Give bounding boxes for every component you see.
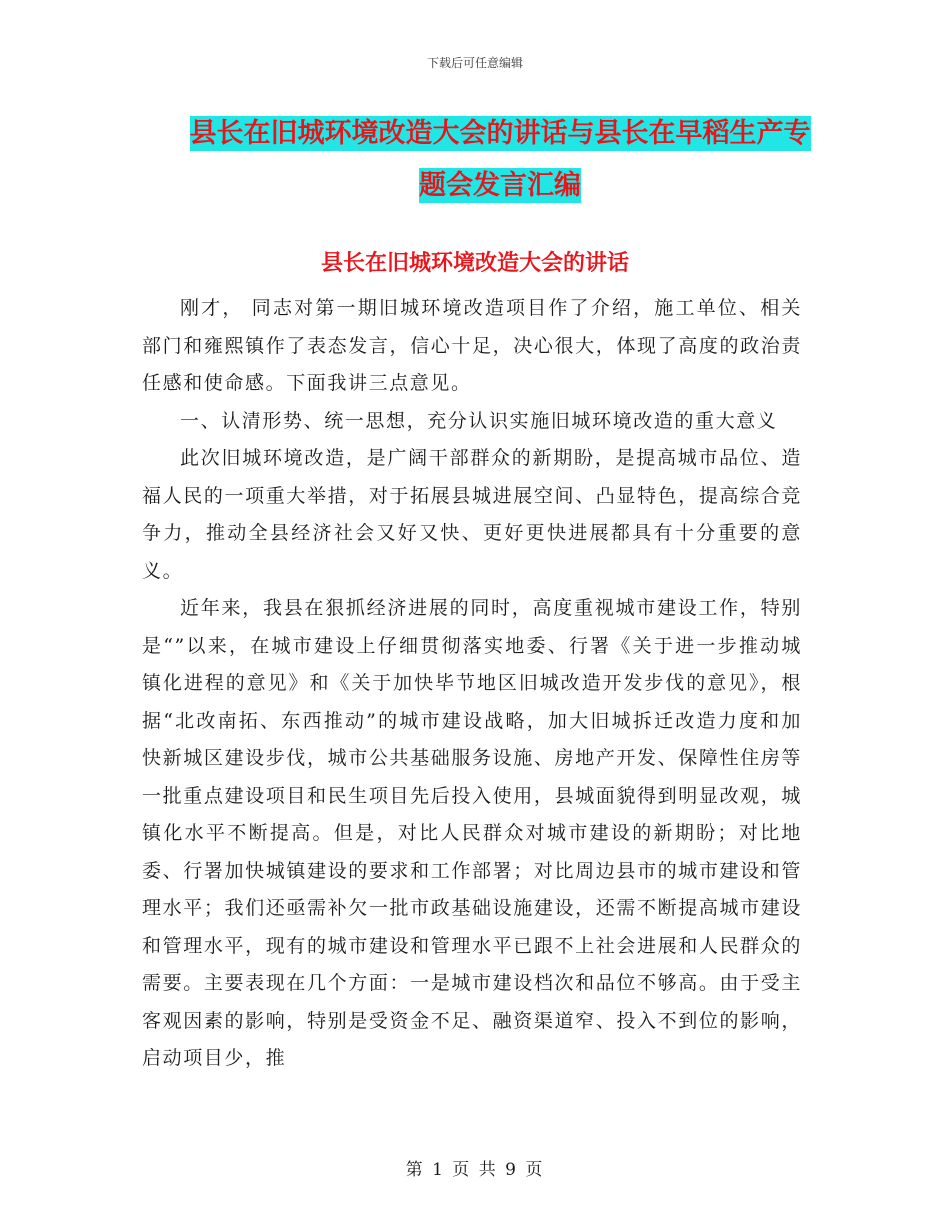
body-text (142, 290, 802, 1078)
paragraph: 此次旧城环境改造，是广阔干部群众的新期盼，是提高城市品位、造福人民的一项重大举措，对于拓展县城进展空间、凸显特色，提高综合竞争力，推动全县经济社会又好又快、更好更快进展都具有十分重要的意义。 (142, 447, 802, 582)
document-title-line-1: 县长在旧城环境改造大会的讲话与县长在早稻生产专 (189, 118, 811, 149)
header-note: 下载后可任意编辑 (426, 56, 523, 70)
paragraph: 刚才， 同志对第一期旧城环境改造项目作了介绍，施工单位、相关部门和雍熙镇作了表态发言，信心十足，决心很大，体现了高度的政治责任感和使命感。下面我讲三点意见。 (142, 297, 802, 394)
document-title (150, 108, 850, 212)
document-title-line-2: 题会发言汇编 (419, 170, 581, 201)
section-title: 县长在旧城环境改造大会的讲话 (320, 251, 629, 276)
page-number-footer: 第 1 页 共 9 页 (405, 1160, 545, 1180)
paragraph: 一、认清形势、统一思想，充分认识实施旧城环境改造的重大意义 (180, 409, 778, 432)
paragraph: 近年来，我县在狠抓经济进展的同时，高度重视城市建设工作，特别是“”以来，在城市建设上仔细贯彻落实地委、行署《关于进一步推动城镇化进程的意见》和《关于加快毕节地区旧城改造开发步伐的意见》，根据“北改南拓、东西推动”的城市建设战略，加大旧城拆迁改造力度和加快新城区建设步伐，城市公共基础服务设施、房地产开发、保障性住房等一批重点建设项目和民生项目先后投入使用，县城面貌得到明显改观，城镇化水平不断提高。但是，对比人民群众对城市建设的新期盼；对比地委、行署加快城镇建设的要求和工作部署；对比周边县市的城市建设和管理水平；我们还亟需补欠一批市政基础设施建设，还需不断提高城市建设和管理水平，现有的城市建设和管理水平已跟不上社会进展和人民群众的需要。主要表现在几个方面：一是城市建设档次和品位不够高。由于受主客观因素的影响，特别是受资金不足、融资渠道窄、投入不到位的影响，启动项目少，推 (142, 597, 802, 1069)
